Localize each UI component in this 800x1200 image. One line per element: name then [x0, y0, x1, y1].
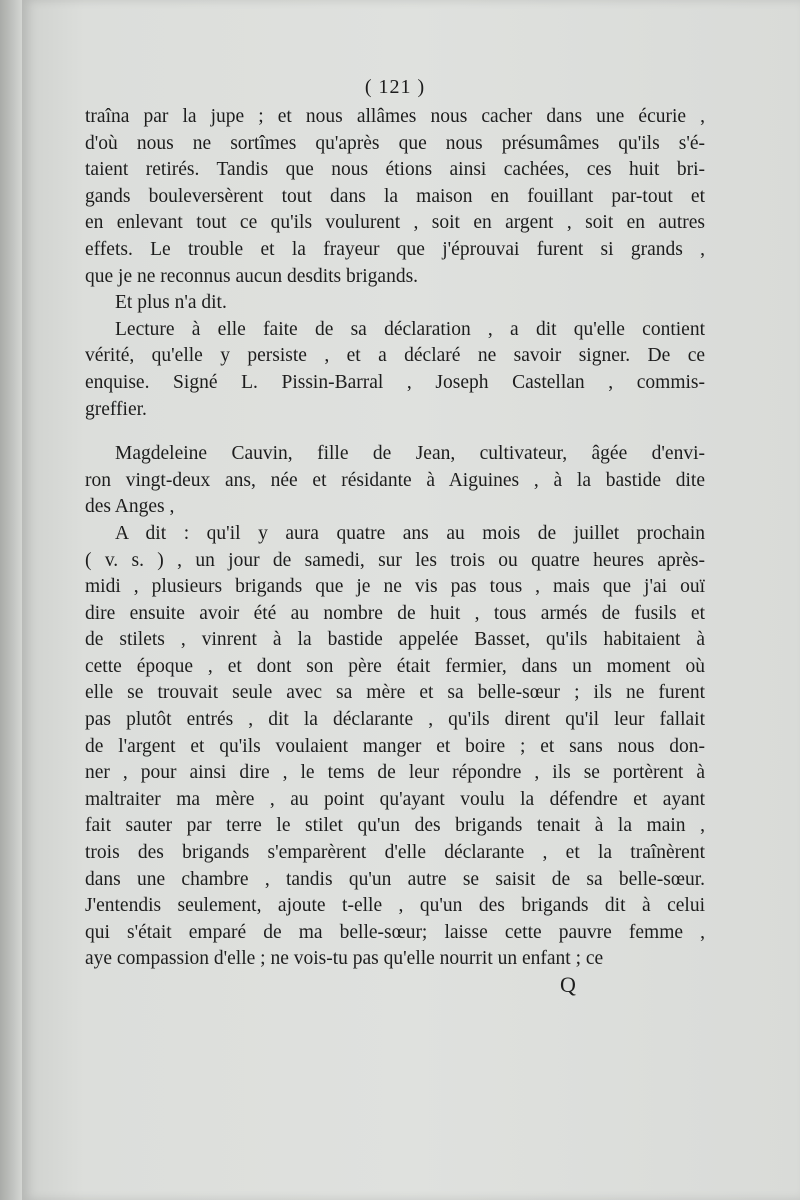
- text-line: enquise. Signé L. Pissin-Barral , Joseph Castellan , commis-: [85, 371, 705, 393]
- text-line: dans une chambre , tandis qu'un autre se saisit de sa belle-sœur.: [85, 868, 705, 890]
- text-line: effets. Le trouble et la frayeur que j'éprouvai furent si grands ,: [85, 238, 705, 260]
- signature-mark: Q: [560, 972, 576, 997]
- text-line: A dit : qu'il y aura quatre ans au mois de juillet prochain: [115, 522, 705, 544]
- paragraph: [85, 441, 705, 521]
- text-line: gands bouleversèrent tout dans la maison en fouillant par-tout et: [85, 185, 705, 207]
- text-line: Et plus n'a dit.: [115, 292, 227, 314]
- text-line: Lecture à elle faite de sa déclaration , a dit qu'elle contient: [115, 318, 705, 340]
- text-line: ner , pour ainsi dire , le tems de leur répondre , ils se portèrent à: [85, 762, 705, 784]
- book-board-edge: [0, 0, 22, 1200]
- text-line: Magdeleine Cauvin, fille de Jean, cultivateur, âgée d'envi-: [115, 443, 705, 465]
- text-line: aye compassion d'elle ; ne vois-tu pas qu'elle nourrit un enfant ; ce: [85, 948, 604, 970]
- text-line: maltraiter ma mère , au point qu'ayant voulu la défendre et ayant: [85, 788, 705, 810]
- paragraph-gap: [85, 423, 705, 441]
- text-line: qui s'était emparé de ma belle-sœur; laisse cette pauvre femme ,: [85, 921, 705, 943]
- text-line: dire ensuite avoir été au nombre de huit , tous armés de fusils et: [85, 602, 705, 624]
- text-line: traîna par la jupe ; et nous allâmes nous cacher dans une écurie ,: [85, 106, 705, 127]
- paragraph: [85, 290, 705, 317]
- text-line: cette époque , et dont son père était fermier, dans un moment où: [85, 655, 705, 677]
- page-number: ( 121 ): [364, 76, 426, 98]
- text-line: des Anges ,: [85, 496, 175, 518]
- text-line: d'où nous ne sortîmes qu'après que nous présumâmes qu'ils s'é-: [85, 132, 705, 154]
- text-line: taient retirés. Tandis que nous étions ainsi cachées, ces huit bri-: [85, 159, 705, 181]
- text-line: fait sauter par terre le stilet qu'un des brigands tenait à la main ,: [85, 815, 705, 837]
- text-line: en enlevant tout ce qu'ils voulurent , soit en argent , soit en autres: [85, 212, 705, 234]
- text-line: elle se trouvait seule avec sa mère et sa belle-sœur ; ils ne furent: [85, 682, 705, 704]
- text-line: ( v. s. ) , un jour de samedi, sur les trois ou quatre heures après-: [85, 549, 705, 571]
- text-line: ron vingt-deux ans, née et résidante à Aiguines , à la bastide dite: [85, 469, 705, 491]
- text-line: pas plutôt entrés , dit la déclarante , qu'ils dirent qu'il leur fallait: [85, 709, 705, 731]
- page-text: [85, 70, 705, 973]
- paragraph: [85, 521, 705, 973]
- text-line: trois des brigands s'emparèrent d'elle déclarante , et la traînèrent: [85, 842, 705, 864]
- text-line: que je ne reconnus aucun desdits brigands.: [85, 265, 419, 287]
- text-line: J'entendis seulement, ajoute t-elle , qu'un des brigands dit à celui: [85, 895, 705, 917]
- paragraph: [85, 104, 705, 290]
- text-line: greffier.: [85, 398, 147, 420]
- text-line: midi , plusieurs brigands que je ne vis pas tous , mais que j'ai ouï: [85, 576, 705, 598]
- text-line: de stilets , vinrent à la bastide appelée Basset, qu'ils habitaient à: [85, 629, 705, 651]
- text-line: vérité, qu'elle y persiste , et a déclaré ne savoir signer. De ce: [85, 345, 705, 367]
- paragraph: [85, 317, 705, 423]
- body-text: [85, 104, 705, 973]
- text-line: de l'argent et qu'ils voulaient manger et boire ; et sans nous don-: [85, 735, 705, 757]
